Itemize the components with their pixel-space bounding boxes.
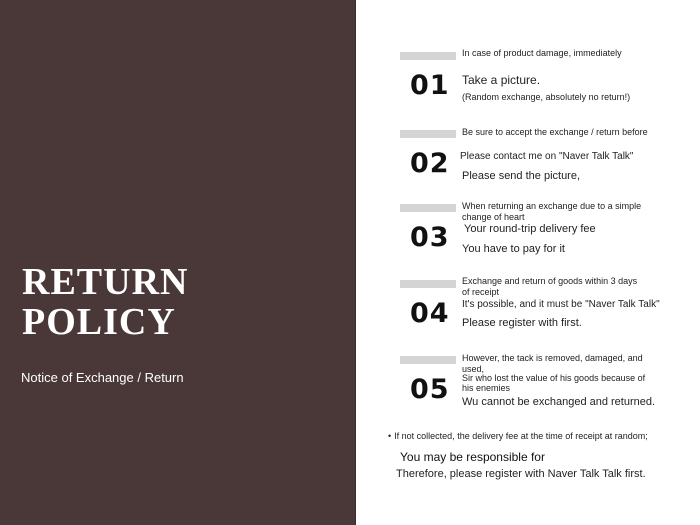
step-bar [400,52,456,60]
step-02 [400,127,690,190]
step-line-2: You have to pay for it [462,243,565,255]
step-heading: When returning an exchange due to a simple change of heart [462,201,642,222]
step-line-1: It's possible, and it must be "Naver Talk Talk" [462,299,660,310]
step-heading: However, the tack is removed, damaged, and used, [462,353,643,374]
step-bar [400,130,456,138]
step-heading: Be sure to accept the exchange / return before [462,127,648,137]
step-line-1: Your round-trip delivery fee [464,223,596,235]
step-number: 03 [410,222,450,253]
step-number: 02 [410,148,450,179]
page-title [22,262,188,342]
title-line-2: POLICY [22,301,176,343]
page-subtitle: Notice of Exchange / Return [21,370,184,385]
step-03 [400,201,690,264]
step-heading: Exchange and return of goods within 3 days of receipt [462,276,638,297]
step-number: 04 [410,298,450,329]
step-line-1: Take a picture. [462,73,541,87]
step-line-2: Please register with first. [462,317,582,329]
panel-divider [355,0,356,525]
step-bar [400,204,456,212]
step-line-2: Wu cannot be exchanged and returned. [462,396,656,408]
step-line-1: Please contact me on "Naver Talk Talk" [460,151,634,162]
step-01 [400,48,690,112]
step-04 [400,276,690,340]
step-heading: In case of product damage, immediately [462,48,622,58]
bullet-icon: • [388,431,392,441]
step-number: 05 [410,374,450,405]
footer-note-text: If not collected, the delivery fee at the time of receipt at random; [394,431,648,441]
footer-responsibility: You may be responsible for [400,450,545,464]
step-number: 01 [410,70,450,101]
step-line-2: (Random exchange, absolutely no return!) [462,92,631,102]
title-line-1: RETURN [22,261,189,303]
step-bar [400,280,456,288]
step-bar [400,356,456,364]
footer-register: Therefore, please register with Naver Talk Talk first. [396,468,646,480]
step-line-1: Sir who lost the value of his goods because of his enemies [462,373,646,393]
step-05 [400,353,690,416]
step-line-2: Please send the picture, [462,170,581,182]
footer-note [388,431,648,441]
